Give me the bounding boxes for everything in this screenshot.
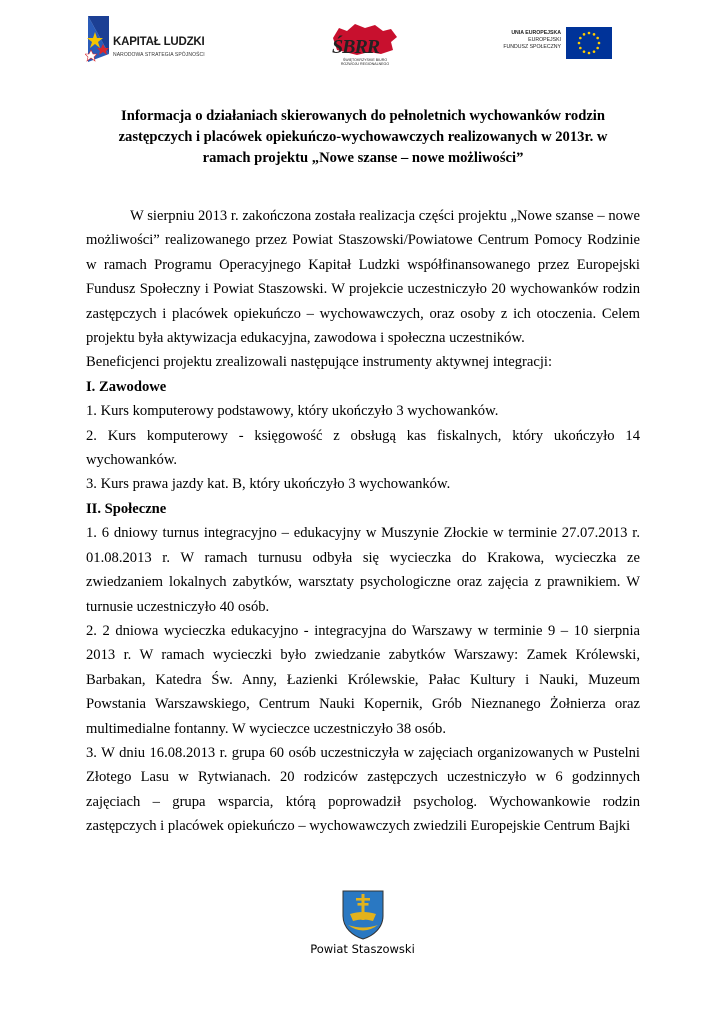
sbrr-name: ŚBRR <box>332 36 380 58</box>
kapital-ludzki-emblem-icon <box>85 14 115 64</box>
document-title <box>86 106 640 169</box>
eu-star-icon <box>593 50 596 53</box>
eu-flag-icon <box>566 27 612 59</box>
section-zawodowe-item-2: 2. Kurs komputerowy - księgowość z obsługą kas fiskalnych, który ukończyło 14 wychowanków. <box>86 427 640 469</box>
eu-star-icon <box>579 47 582 50</box>
sbrr-logo <box>325 22 405 82</box>
eu-star-icon <box>583 33 586 36</box>
eu-star-icon <box>583 50 586 53</box>
section-zawodowe-item-3: 3. Kurs prawa jazdy kat. B, który ukończyło 3 wychowanków. <box>86 476 451 493</box>
kapital-ludzki-logo <box>85 14 245 66</box>
eu-star-icon <box>588 32 591 35</box>
sbrr-caption-line2: ROZWOJU REGIONALNEGO <box>340 62 390 67</box>
eu-logo <box>495 26 615 62</box>
eu-star-icon <box>596 37 599 40</box>
eu-line2: EUROPEJSKI <box>528 37 561 43</box>
title-line-1: Informacja o działaniach skierowanych do pełnoletnich wychowanków rodzin <box>121 108 605 124</box>
footer-label: Powiat Staszowski <box>310 942 415 956</box>
beneficiaries-paragraph: Beneficjenci projektu zrealizowali następujące instrumenty aktywnej integracji: <box>86 354 553 371</box>
header-logos <box>0 0 725 90</box>
section-spoleczne-item-3: 3. W dniu 16.08.2013 r. grupa 60 osób uczestniczyła w zajęciach organizowanych w Pustelni Złotego Lasu w Rytwianach. 20 rodziców zastępczych uczestniczyło w 6 godzinnych zajęciach – grupa wsparcia, którą poprowadził psycholog. Wychowankowie rodzin zastępczych i placówek opiekuńczo – wychowawczych zwiedzili Europejskie Centrum Bajki <box>86 744 640 835</box>
section-spoleczne-item-2: 2. 2 dniowa wycieczka edukacyjno - integracyjna do Warszawy w terminie 9 – 10 sierpnia 2013 r. W ramach wycieczki było zwiedzanie zabytków Warszawy: Zamek Królewski, Barbakan, Katedra Św. Anny, Łazienki Królewskie, Pałac Kultury i Nauki, Muzeum Powstania Warszawskiego, Centrum Nauki Kopernik, Grób Nieznanego Żołnierza oraz multimedialne fontanny. W wycieczce uczestniczyło 38 osób. <box>86 622 640 737</box>
eu-star-icon <box>578 42 581 45</box>
kapital-ludzki-title: KAPITAŁ LUDZKI <box>113 36 205 48</box>
title-line-3: ramach projektu „Nowe szanse – nowe możliwości” <box>202 150 524 166</box>
eu-star-icon <box>579 37 582 40</box>
eu-line1: UNIA EUROPEJSKA <box>511 30 561 36</box>
eu-star-icon <box>593 33 596 36</box>
section-zawodowe-heading: I. Zawodowe <box>86 378 167 395</box>
section-spoleczne-item-1: 1. 6 dniowy turnus integracyjno – edukacyjny w Muszynie Złockie w terminie 27.07.2013 r. 01.08.2013 r. W ramach turnusu odbyła się wycieczka do Krakowa, wycieczka ze zwiedzaniem lokalnych zabytków, warsztaty psychologiczne oraz zajęcia z prawnikiem. W turnusie uczestniczyło 40 osób. <box>86 525 640 615</box>
title-line-2: zastępczych i placówek opiekuńczo-wychowawczych realizowanych w 2013r. w <box>118 129 608 145</box>
eu-text <box>503 30 561 51</box>
document-body <box>86 204 640 839</box>
sbrr-caption-line1: ŚWIĘTOKRZYSKIE BIURO <box>342 58 388 62</box>
kapital-ludzki-subtitle: NARODOWA STRATEGIA SPÓJNOŚCI <box>113 52 205 58</box>
powiat-coat-of-arms-icon <box>340 888 386 940</box>
page-footer <box>0 888 725 978</box>
eu-star-icon <box>588 52 591 55</box>
section-zawodowe-item-1: 1. Kurs komputerowy podstawowy, który ukończyło 3 wychowanków. <box>86 403 499 420</box>
intro-paragraph: W sierpniu 2013 r. zakończona została realizacja części projektu „Nowe szanse – nowe możliwości” realizowanego przez Powiat Staszowski/Powiatowe Centrum Pomocy Rodzinie w ramach Programu Operacyjnego Kapitał Ludzki współfinansowanego przez Europejski Fundusz Społeczny i Powiat Staszowski. W projekcie uczestniczyło 20 wychowanków rodzin zastępczych i placówek opiekuńczo – wychowawczych, oraz osoby z ich otoczenia. Celem projektu była aktywizacja edukacyjna, zawodowa i społeczna uczestników. <box>86 208 640 347</box>
sbrr-caption <box>329 58 401 67</box>
eu-star-icon <box>596 47 599 50</box>
eu-star-icon <box>598 42 601 45</box>
eu-line3: FUNDUSZ SPOŁECZNY <box>503 44 561 50</box>
section-spoleczne-heading: II. Społeczne <box>86 500 167 517</box>
